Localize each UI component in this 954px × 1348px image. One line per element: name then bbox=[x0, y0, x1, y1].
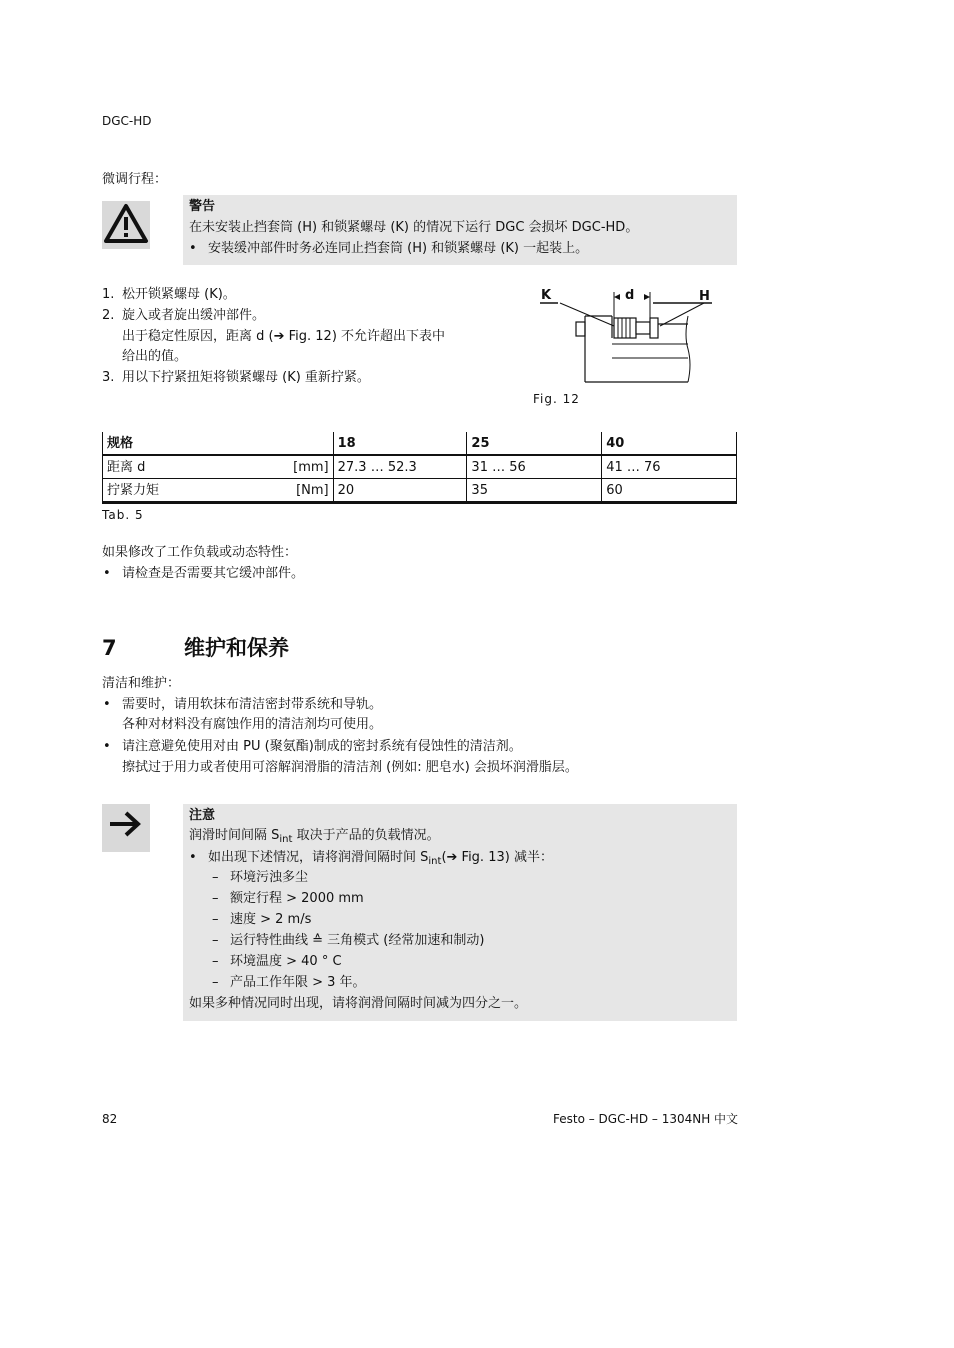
table-cell: 41 … 76 bbox=[602, 455, 737, 479]
note-condition-6: – 产品工作年限 > 3 年。 bbox=[230, 976, 366, 989]
table-row-unit: [Nm] bbox=[296, 482, 329, 498]
table-header: 规格 bbox=[103, 432, 334, 455]
table-row-label-cell bbox=[103, 479, 334, 503]
warning-icon-box bbox=[102, 201, 150, 249]
note-line-1 bbox=[189, 829, 440, 845]
section-intro: 清洁和维护： bbox=[102, 676, 181, 691]
table-header: 40 bbox=[602, 432, 737, 455]
step-3-text: 用以下拧紧扭矩将锁紧螺母 (K) 重新拧紧。 bbox=[122, 370, 370, 385]
table-row-unit: [mm] bbox=[293, 459, 329, 475]
table-row-label-cell bbox=[103, 455, 334, 479]
load-change-bullet: • 请检查是否需要其它缓冲部件。 bbox=[122, 567, 304, 580]
note-line-1-pre: 润滑时间间隔 S bbox=[189, 828, 280, 843]
note-line-1-sub: int bbox=[279, 834, 293, 845]
figure-12 bbox=[538, 286, 718, 386]
warning-text: 在未安装止挡套筒 (H) 和锁紧螺母 (K) 的情况下运行 DGC 会损坏 DGC-HD。 bbox=[189, 220, 639, 235]
arrow-right-icon bbox=[102, 804, 150, 852]
warning-bullet: • 安装缓冲部件时务必连同止挡套筒 (H) 和锁紧螺母 (K) 一起装上。 bbox=[208, 242, 588, 255]
note-line-1-post: 取决于产品的负载情况。 bbox=[292, 828, 440, 843]
step-3-num: 3. bbox=[102, 370, 115, 385]
spec-table bbox=[102, 432, 737, 504]
note-condition-5: – 环境温度 > 40 ° C bbox=[230, 955, 342, 968]
table-header: 25 bbox=[467, 432, 602, 455]
table-header-row bbox=[103, 432, 737, 455]
table-cell: 31 … 56 bbox=[467, 455, 602, 479]
table-cell: 35 bbox=[467, 479, 602, 503]
table-row bbox=[103, 479, 737, 503]
note-closing: 如果多种情况同时出现，请将润滑间隔时间减为四分之一。 bbox=[189, 996, 528, 1011]
fine-stroke-intro: 微调行程： bbox=[102, 172, 168, 187]
table-header: 18 bbox=[333, 432, 467, 455]
section-number: 7 bbox=[102, 636, 117, 660]
footer-doc-info: Festo – DGC-HD – 1304NH 中文 bbox=[553, 1112, 739, 1126]
section-title: 维护和保养 bbox=[184, 636, 289, 660]
step-1-num: 1. bbox=[102, 287, 115, 302]
section-bullet-1-cont: 各种对材料没有腐蚀作用的清洁剂均可使用。 bbox=[122, 717, 383, 732]
note-bullet bbox=[208, 851, 553, 867]
section-bullet-1: • 需要时，请用软抹布清洁密封带系统和导轨。 bbox=[122, 698, 382, 711]
table-caption: Tab. 5 bbox=[102, 508, 144, 522]
warning-triangle-icon bbox=[102, 201, 150, 249]
step-2-extra-1: 出于稳定性原因，距离 d (➔ Fig. 12) 不允许超出下表中 bbox=[122, 329, 446, 344]
figure-label-d: d bbox=[625, 288, 635, 303]
figure-label-h: H bbox=[699, 289, 710, 304]
step-1-text: 松开锁紧螺母 (K)。 bbox=[122, 287, 236, 302]
note-condition-4: – 运行特性曲线 ≙ 三角模式 (经常加速和制动) bbox=[230, 934, 484, 947]
table-cell: 60 bbox=[602, 479, 737, 503]
figure-12-caption: Fig. 12 bbox=[533, 392, 580, 406]
note-bullet-sub: int bbox=[428, 856, 442, 867]
load-change-intro: 如果修改了工作负载或动态特性： bbox=[102, 545, 298, 560]
table-row bbox=[103, 455, 737, 479]
table-row-label: 距离 d bbox=[107, 459, 146, 475]
warning-title: 警告 bbox=[189, 199, 216, 214]
table-cell: 27.3 … 52.3 bbox=[333, 455, 467, 479]
note-condition-3: – 速度 > 2 m/s bbox=[230, 913, 311, 926]
step-2-extra-2: 给出的值。 bbox=[122, 349, 188, 364]
note-icon-box bbox=[102, 804, 150, 852]
page-number: 82 bbox=[102, 1112, 118, 1126]
table-cell: 20 bbox=[333, 479, 467, 503]
note-bullet-pre: 如出现下述情况，请将润滑间隔时间 S bbox=[208, 850, 429, 865]
step-2-text: 旋入或者旋出缓冲部件。 bbox=[122, 308, 266, 323]
section-bullet-2-cont: 擦拭过于用力或者使用可溶解润滑脂的清洁剂 (例如: 肥皂水) 会损坏润滑脂层。 bbox=[122, 760, 578, 775]
note-bullet-post: (➔ Fig. 13) 减半： bbox=[441, 850, 553, 865]
doc-code: DGC-HD bbox=[102, 114, 152, 128]
step-2-num: 2. bbox=[102, 308, 115, 323]
table-row-label: 拧紧力矩 bbox=[107, 482, 160, 498]
figure-label-k: K bbox=[541, 288, 552, 303]
section-bullet-2: • 请注意避免使用对由 PU (聚氨酯)制成的密封系统有侵蚀性的清洁剂。 bbox=[122, 740, 522, 753]
note-condition-2: – 额定行程 > 2000 mm bbox=[230, 892, 364, 905]
note-title: 注意 bbox=[189, 808, 216, 823]
note-condition-1: – 环境污浊多尘 bbox=[230, 871, 308, 884]
